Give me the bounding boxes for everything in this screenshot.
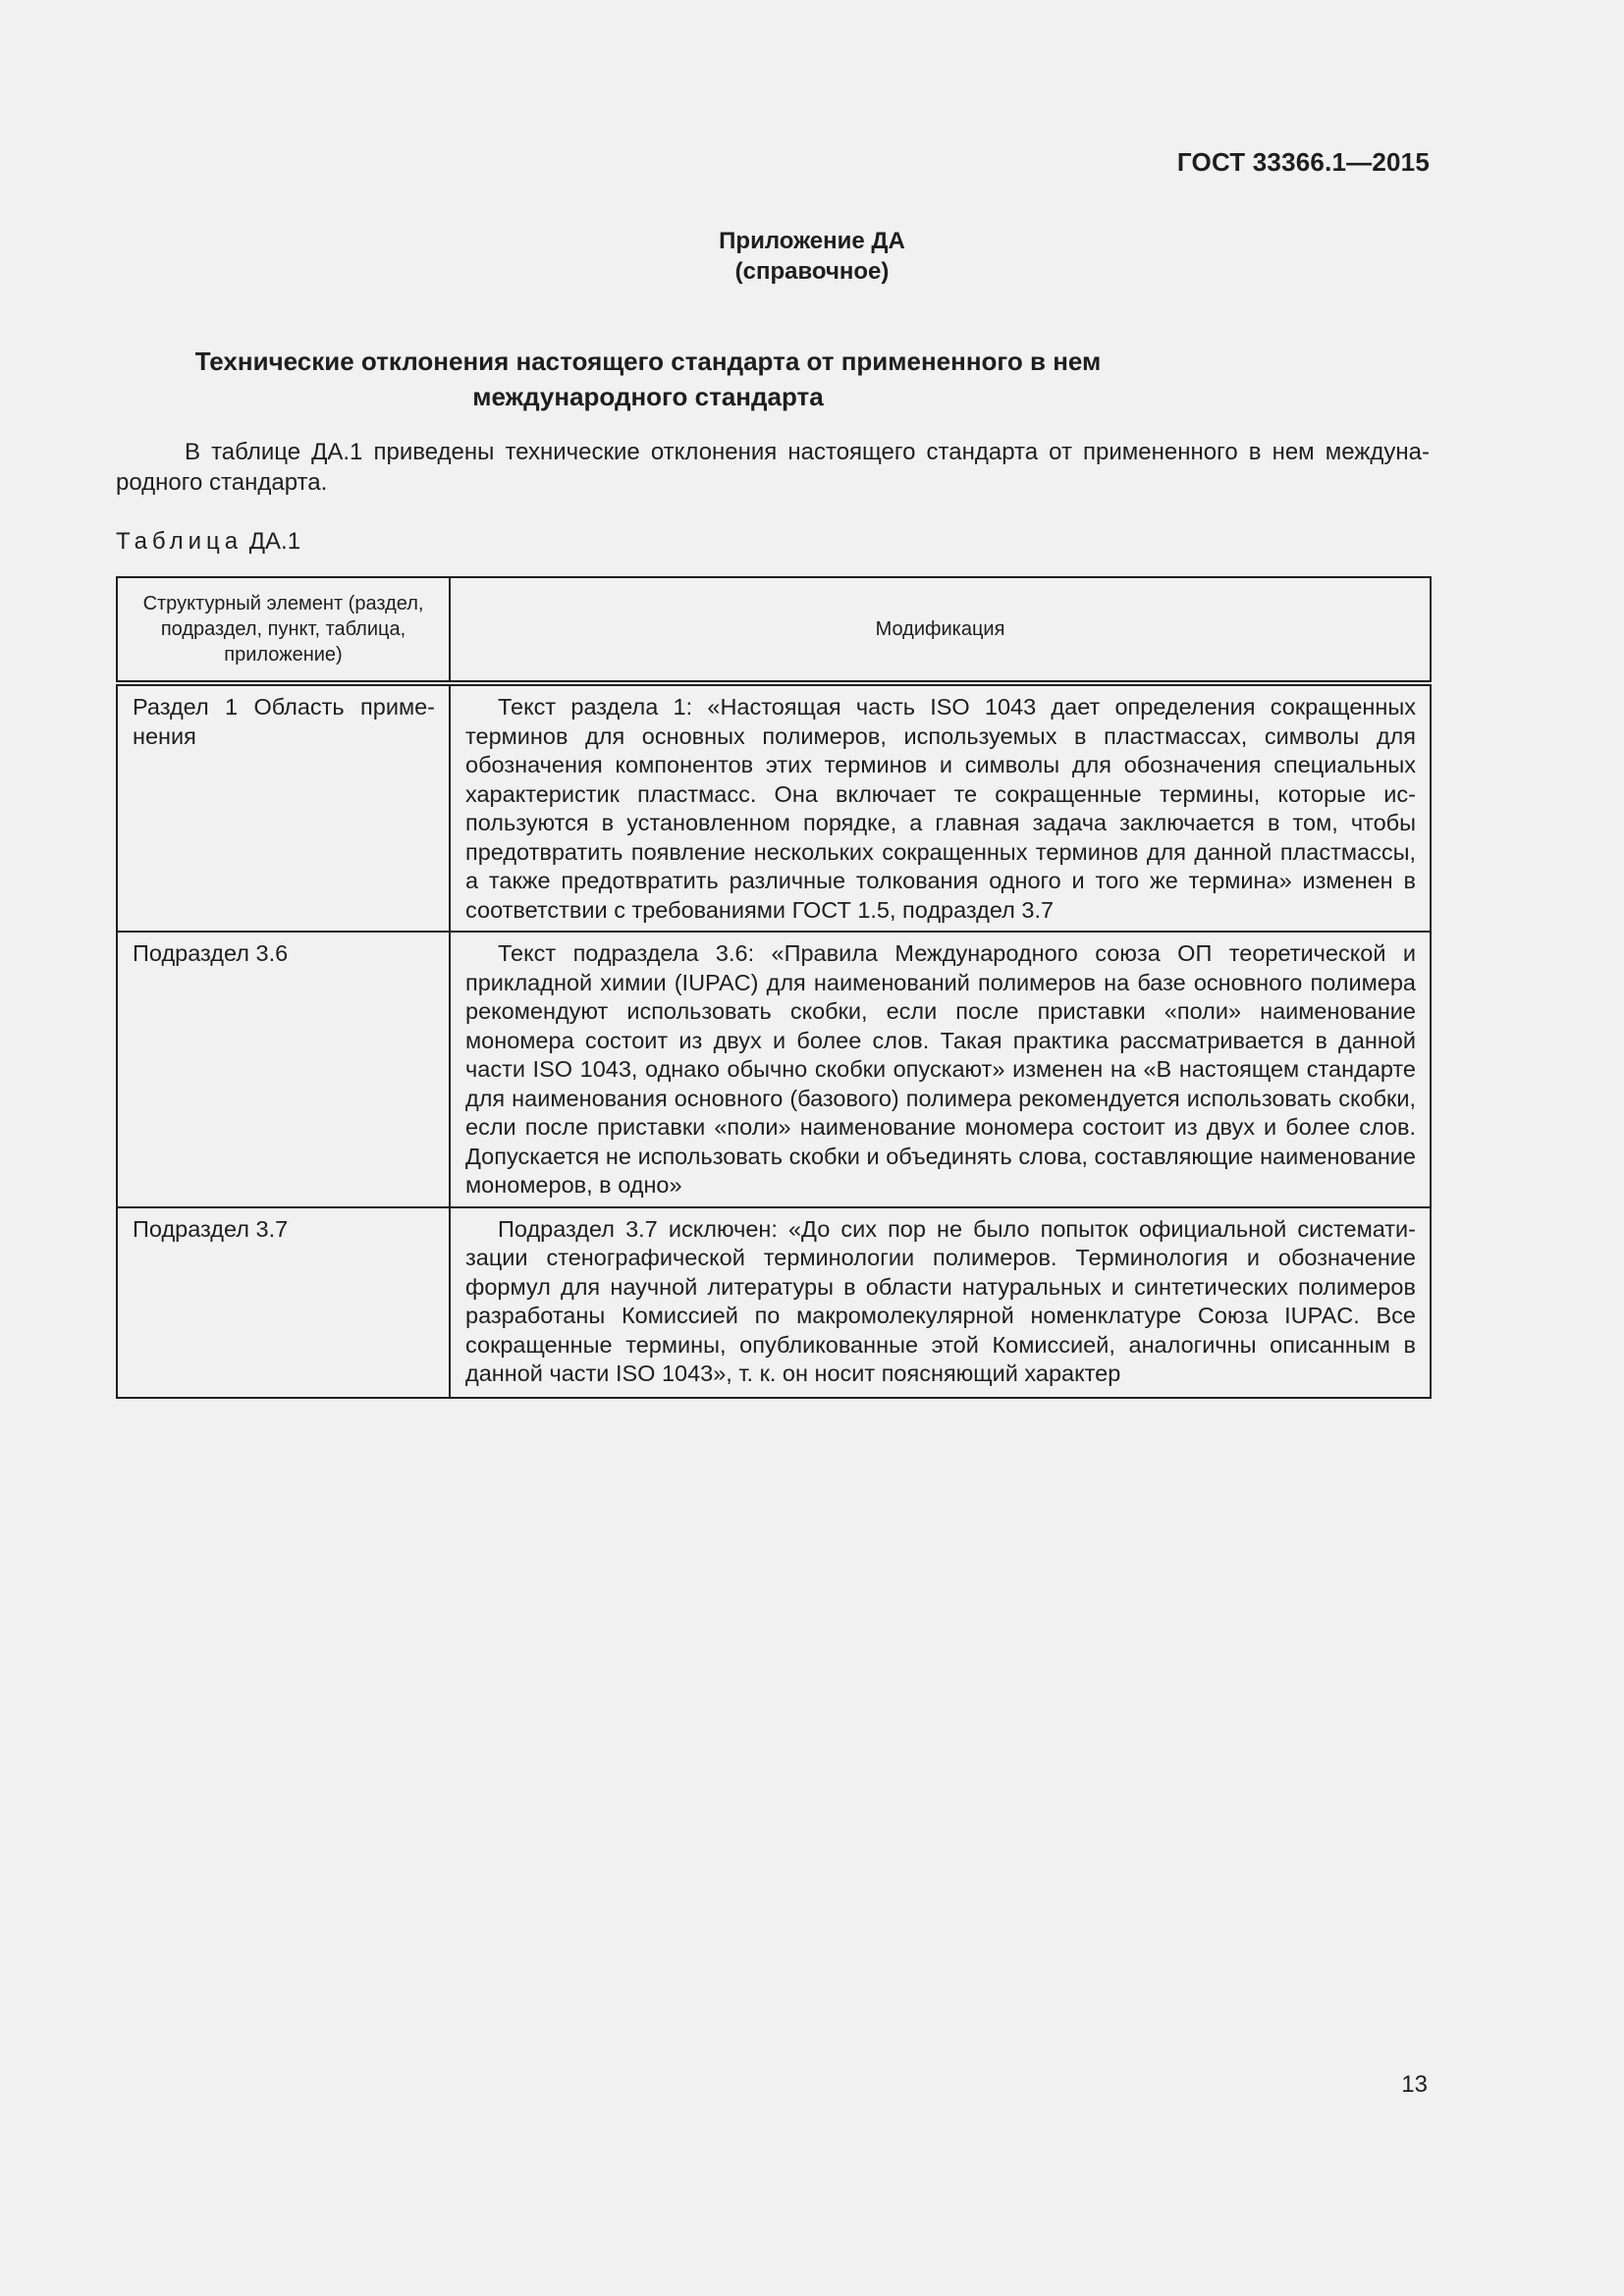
page-number: 13 — [1401, 2071, 1428, 2098]
modification-cell: Текст подраздела 3.6: «Правила Международного союза ОП теоретической и прикладной химии (IUPAC) для наименований полимеров на базе основного полимера рекомендуют использовать скобки, если после приставки «поли» наименование мономера состоит из двух и более слов. Такая практика рассматривается в данной части ISO 1043, однако обычно скобки опускают» изменен на «В настоящем стандарте для наименования основного (базового) полимера рекомендуется использовать скобки, если после приставки «поли» наименование мономера состоит из двух и более слов. Допускается не использовать скобки и объединять слова, составляющие наименование мономеров, в одно» — [450, 932, 1431, 1207]
deviations-table — [116, 576, 1432, 1399]
table-caption-id: ДА.1 — [248, 528, 301, 555]
table-row — [117, 932, 1431, 1207]
structural-element-cell: Подраздел 3.7 — [117, 1207, 450, 1398]
structural-element-cell: Подраздел 3.6 — [117, 932, 450, 1207]
table-row — [117, 1207, 1431, 1398]
document-title: Технические отклонения настоящего стандарта от примененного в нем международного стандарта — [194, 347, 1102, 411]
column-header-structural-element: Структурный элемент (раздел, подраздел, пункт, таблица, приложение) — [117, 577, 450, 683]
appendix-title: Приложение ДА — [719, 228, 905, 254]
table-row — [117, 683, 1431, 932]
table-caption-prefix: Таблица — [116, 528, 244, 555]
column-header-modification: Модификация — [450, 577, 1431, 683]
appendix-kind: (справочное) — [734, 258, 890, 285]
intro-paragraph: В таблице ДА.1 приведены технические отклонения настоящего стандарта от примененного в нем международного стандарта. — [116, 439, 1430, 496]
modification-cell: Подраздел 3.7 исключен: «До сих пор не было попыток официальной систематизации стенографической терминологии полимеров. Терминология и обозначение формул для научной литературы в области натуральных и синтетических полимеров разработаны Комиссией по макромолекулярной номенклатуре Союза IUPAC. Все сокращенные термины, опубликованные этой Комиссией, аналогичны описанным в данной части ISO 1043», т. к. он носит поясняющий характер — [450, 1207, 1431, 1398]
table-header-row — [117, 577, 1431, 683]
structural-element-cell: Раздел 1 Область применения — [117, 683, 450, 932]
table-caption — [116, 528, 300, 556]
modification-cell: Текст раздела 1: «Настоящая часть ISO 1043 дает определения сокращенных терминов для основных полимеров, используемых в пластмассах, символы для обозначения компонентов этих терминов и символы для обозначения специальных характеристик пластмасс. Она включает те сокращенные термины, которые используются в установленном порядке, а главная задача заключается в том, чтобы предотвратить появление нескольких сокращенных терминов для данной пластмассы, а также предотвратить различные толкования одного и того же термина» изменен в соответствии с требованиями ГОСТ 1.5, подраздел 3.7 — [450, 683, 1431, 932]
appendix-heading — [0, 226, 1624, 287]
standard-id-header: ГОСТ 33366.1—2015 — [1176, 147, 1430, 177]
